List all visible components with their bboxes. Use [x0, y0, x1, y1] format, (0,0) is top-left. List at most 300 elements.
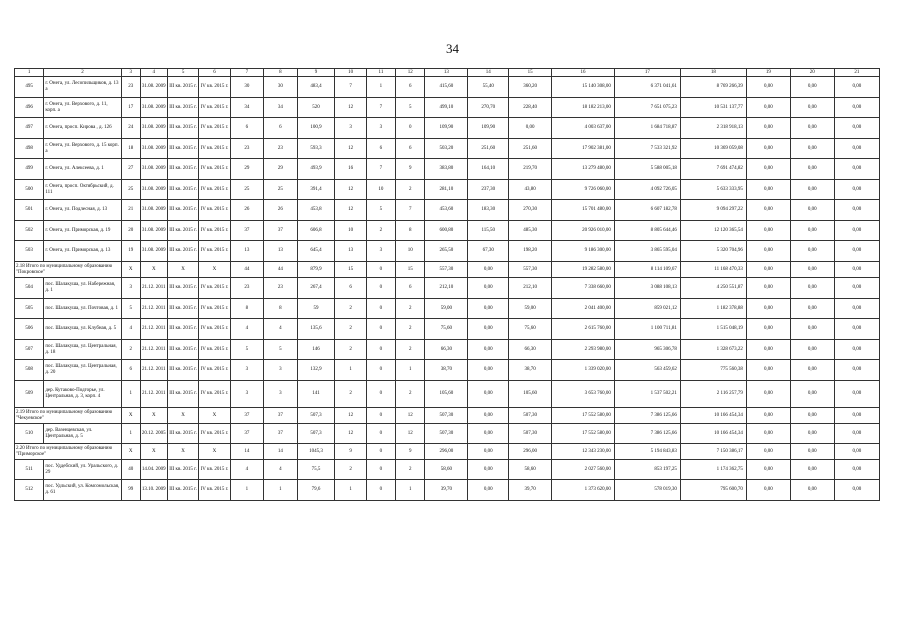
table-cell: IV кв. 2015 г. — [199, 480, 230, 501]
table-cell: 6 — [366, 139, 395, 159]
table-row — [15, 381, 880, 408]
table-cell: 18 — [121, 139, 140, 159]
table-cell: 31.08. 2009 — [140, 221, 167, 241]
table-cell: 8 — [264, 299, 298, 319]
table-cell: 15 140 308,00 — [552, 77, 615, 98]
table-cell: пос. Шалакуша, ул. Почтовая, д. 1 — [44, 299, 121, 319]
table-cell: 12 — [396, 424, 425, 444]
table-cell: 296,00 — [425, 444, 468, 460]
table-cell: 507,30 — [425, 424, 468, 444]
table-cell: 17 902 381,00 — [552, 139, 615, 159]
table-cell: 13 279 480,00 — [552, 159, 615, 180]
table-cell: 859 021,12 — [614, 299, 680, 319]
table-cell: г. Онега, ул. Подлесная, д. 13 — [44, 200, 121, 221]
table-cell: 34 — [264, 98, 298, 118]
table-cell: 1045,3 — [297, 444, 335, 460]
table-cell: 270,70 — [468, 98, 509, 118]
housing-table — [14, 68, 880, 501]
table-cell: 7 — [366, 98, 395, 118]
table-cell: 4 — [264, 460, 298, 480]
table-cell: 2 027 560,00 — [552, 460, 615, 480]
table-cell: X — [140, 444, 167, 460]
table-cell: 0,00 — [834, 118, 879, 139]
table-cell: 507,30 — [509, 424, 552, 444]
table-cell: 75,60 — [509, 319, 552, 340]
table-cell: 0,00 — [468, 360, 509, 381]
table-cell: 38,70 — [425, 360, 468, 381]
table-cell: 493,9 — [297, 159, 335, 180]
table-cell: 0,00 — [790, 460, 834, 480]
table-row — [15, 278, 880, 299]
table-cell: 164,10 — [468, 159, 509, 180]
table-cell: 3 — [366, 241, 395, 262]
table-cell: 0 — [366, 460, 395, 480]
table-cell: IV кв. 2015 г. — [199, 340, 230, 360]
table-cell: 0 — [366, 408, 395, 424]
table-cell: 0,00 — [790, 200, 834, 221]
table-cell: 75,5 — [297, 460, 335, 480]
table-cell: 509 — [15, 381, 44, 408]
table-cell: дер. Кутаково-Подгорье, ул. Центральная, д. 3, корп. 4 — [44, 381, 121, 408]
table-cell: 495 — [15, 77, 44, 98]
table-cell: 1 — [121, 424, 140, 444]
table-cell: 15 — [335, 262, 366, 278]
table-cell: 9 — [396, 444, 425, 460]
table-cell: 8 — [396, 221, 425, 241]
table-cell: IV кв. 2015 г. — [199, 139, 230, 159]
subtotal-label: 2.19 Итого по муниципальному образованию "Чекуевское" — [15, 408, 122, 424]
table-cell: III кв. 2015 г. — [167, 424, 198, 444]
table-cell: г. Онега, ул. Верхового, д. 15 корп. а — [44, 139, 121, 159]
table-cell: 0 — [366, 424, 395, 444]
header-cell: 12 — [396, 69, 425, 77]
table-cell: 6 — [396, 139, 425, 159]
table-cell: 267,4 — [297, 278, 335, 299]
table-cell: 1 537 502,21 — [614, 381, 680, 408]
table-cell: 1 684 718,87 — [614, 118, 680, 139]
table-cell: 0,00 — [746, 460, 790, 480]
table-cell: X — [199, 444, 230, 460]
table-row — [15, 319, 880, 340]
table-cell: 499,10 — [425, 98, 468, 118]
table-cell: X — [121, 408, 140, 424]
table-cell: пос. Уддебский, ул. Уральского, д. 29 — [44, 460, 121, 480]
table-cell: 7 691 474,82 — [680, 159, 746, 180]
table-cell: 15 — [396, 262, 425, 278]
table-cell: 31.08. 2009 — [140, 180, 167, 200]
table-cell: 9 — [396, 159, 425, 180]
table-cell: 4 092 726,05 — [614, 180, 680, 200]
table-cell: 31.08. 2009 — [140, 77, 167, 98]
table-cell: 1 — [230, 480, 264, 501]
table-cell: 13 — [264, 241, 298, 262]
table-cell: 7 338 660,00 — [552, 278, 615, 299]
table-cell: 2 — [121, 340, 140, 360]
table-cell: III кв. 2015 г. — [167, 340, 198, 360]
table-cell: 8 769 266,39 — [680, 77, 746, 98]
table-cell: 59,00 — [509, 299, 552, 319]
table-cell: 115,50 — [468, 221, 509, 241]
table-cell: 105,60 — [425, 381, 468, 408]
table-cell: 109,90 — [468, 118, 509, 139]
table-cell: 2 — [396, 299, 425, 319]
table-cell: 37 — [264, 221, 298, 241]
table-cell: 44 — [264, 262, 298, 278]
table-row — [15, 200, 880, 221]
table-cell: 4 — [264, 319, 298, 340]
header-cell: 18 — [680, 69, 746, 77]
table-cell: III кв. 2015 г. — [167, 159, 198, 180]
table-cell: 0,00 — [746, 118, 790, 139]
header-cell: 16 — [552, 69, 615, 77]
table-cell: 1 182 378,88 — [680, 299, 746, 319]
subtotal-row — [15, 408, 880, 424]
table-cell: 281,10 — [425, 180, 468, 200]
table-cell: III кв. 2015 г. — [167, 360, 198, 381]
table-cell: 6 — [230, 118, 264, 139]
table-cell: III кв. 2015 г. — [167, 241, 198, 262]
table-row — [15, 180, 880, 200]
table-cell: IV кв. 2015 г. — [199, 159, 230, 180]
table-cell: 9 726 060,00 — [552, 180, 615, 200]
table-cell: 265,50 — [425, 241, 468, 262]
table-cell: 2 — [335, 340, 366, 360]
table-cell: III кв. 2015 г. — [167, 460, 198, 480]
table-cell: 237,30 — [468, 180, 509, 200]
table-row — [15, 118, 880, 139]
table-cell: 12 — [396, 408, 425, 424]
table-cell: 0,00 — [790, 241, 834, 262]
table-cell: 0 — [366, 299, 395, 319]
table-cell: 4 — [230, 319, 264, 340]
table-cell: 9 094 297,22 — [680, 200, 746, 221]
table-cell: 6 — [396, 77, 425, 98]
header-cell: 5 — [167, 69, 198, 77]
table-cell: 100,9 — [297, 118, 335, 139]
header-cell: 2 — [44, 69, 121, 77]
table-cell: III кв. 2015 г. — [167, 180, 198, 200]
table-cell: 0,00 — [468, 444, 509, 460]
table-row — [15, 299, 880, 319]
table-cell: 1 — [264, 480, 298, 501]
table-cell: 198,20 — [509, 241, 552, 262]
table-cell: 360,20 — [509, 77, 552, 98]
table-cell: 0,00 — [790, 98, 834, 118]
table-cell: X — [121, 444, 140, 460]
table-cell: 13.10. 2009 — [140, 480, 167, 501]
table-cell: 0,00 — [834, 408, 879, 424]
table-cell: 600,80 — [425, 221, 468, 241]
table-cell: 13 — [335, 241, 366, 262]
table-cell: 0,00 — [746, 98, 790, 118]
table-cell: X — [140, 262, 167, 278]
table-cell: 29 — [264, 159, 298, 180]
table-cell: 59 — [297, 299, 335, 319]
table-cell: 0,00 — [468, 408, 509, 424]
table-cell: 507 — [15, 340, 44, 360]
table-body — [15, 69, 880, 501]
table-row — [15, 480, 880, 501]
table-cell: 23 — [230, 278, 264, 299]
table-cell: 10 369 059,08 — [680, 139, 746, 159]
table-cell: 0,00 — [746, 319, 790, 340]
table-cell: 21.12. 2011 — [140, 340, 167, 360]
table-cell: 141 — [297, 381, 335, 408]
table-cell: 79,6 — [297, 480, 335, 501]
table-cell: IV кв. 2015 г. — [199, 77, 230, 98]
table-cell: 503,20 — [425, 139, 468, 159]
table-cell: 132,9 — [297, 360, 335, 381]
table-cell: 23 — [121, 77, 140, 98]
table-cell: 7 386 125,66 — [614, 424, 680, 444]
header-cell: 21 — [834, 69, 879, 77]
table-cell: 31.08. 2009 — [140, 241, 167, 262]
table-cell: 0,00 — [834, 77, 879, 98]
table-cell: 228,40 — [509, 98, 552, 118]
table-cell: 59,00 — [425, 299, 468, 319]
table-cell: 5 — [264, 340, 298, 360]
table-cell: 12 — [335, 424, 366, 444]
table-cell: 13 — [230, 241, 264, 262]
table-cell: 606,8 — [297, 221, 335, 241]
table-cell: III кв. 2015 г. — [167, 98, 198, 118]
table-cell: 58,60 — [509, 460, 552, 480]
table-cell: 511 — [15, 460, 44, 480]
header-cell: 15 — [509, 69, 552, 77]
table-cell: III кв. 2015 г. — [167, 381, 198, 408]
table-cell: 0,00 — [790, 139, 834, 159]
table-cell: 0,00 — [468, 381, 509, 408]
table-cell: 499 — [15, 159, 44, 180]
table-cell: IV кв. 2015 г. — [199, 424, 230, 444]
table-cell: 296,00 — [509, 444, 552, 460]
table-cell: 17 552 580,00 — [552, 424, 615, 444]
table-cell: X — [140, 408, 167, 424]
table-cell: 2 — [366, 221, 395, 241]
table-cell: 2 318 918,13 — [680, 118, 746, 139]
table-cell: 0,00 — [746, 200, 790, 221]
table-cell: 23 — [264, 278, 298, 299]
table-cell: 0,00 — [468, 424, 509, 444]
table-cell: 2 293 980,00 — [552, 340, 615, 360]
table-cell: 3 — [264, 360, 298, 381]
table-cell: 485,30 — [509, 221, 552, 241]
table-cell: 12 120 365,54 — [680, 221, 746, 241]
table-cell: 453,8 — [297, 200, 335, 221]
table-cell: 7 — [396, 200, 425, 221]
table-cell: 5 588 005,18 — [614, 159, 680, 180]
table-cell: 0,00 — [746, 444, 790, 460]
table-row — [15, 159, 880, 180]
table-cell: 504 — [15, 278, 44, 299]
table-cell: 2 — [335, 460, 366, 480]
table-cell: 4 003 637,00 — [552, 118, 615, 139]
table-cell: 10 — [366, 180, 395, 200]
table-cell: пос. Удльский, ул. Комсомольская, д. 61 — [44, 480, 121, 501]
header-cell: 14 — [468, 69, 509, 77]
table-cell: 0,00 — [834, 200, 879, 221]
table-cell: 415,60 — [425, 77, 468, 98]
table-cell: 12 343 230,00 — [552, 444, 615, 460]
table-cell: 0,00 — [790, 299, 834, 319]
table-cell: III кв. 2015 г. — [167, 200, 198, 221]
table-cell: 30 — [230, 77, 264, 98]
table-cell: 2 — [396, 340, 425, 360]
table-cell: 9 186 300,00 — [552, 241, 615, 262]
table-cell: 6 — [121, 360, 140, 381]
table-cell: 512 — [15, 480, 44, 501]
table-cell: III кв. 2015 г. — [167, 480, 198, 501]
table-cell: 183,30 — [468, 200, 509, 221]
table-cell: 0,00 — [468, 262, 509, 278]
table-cell: 10 531 137,77 — [680, 98, 746, 118]
table-cell: IV кв. 2015 г. — [199, 319, 230, 340]
table-cell: III кв. 2015 г. — [167, 77, 198, 98]
table-cell: 505 — [15, 299, 44, 319]
table-cell: 0 — [366, 360, 395, 381]
table-cell: пос. Шалакуша, ул. Центральная, д. 18 — [44, 340, 121, 360]
table-cell: 2 — [335, 319, 366, 340]
table-cell: 5 — [230, 340, 264, 360]
table-cell: 0,00 — [834, 444, 879, 460]
header-cell: 13 — [425, 69, 468, 77]
table-cell: 135,6 — [297, 319, 335, 340]
table-cell: 14 — [264, 444, 298, 460]
table-cell: 12 — [335, 200, 366, 221]
table-row — [15, 221, 880, 241]
table-cell: 0,00 — [834, 319, 879, 340]
table-cell: 20.12. 2005 — [140, 424, 167, 444]
table-cell: 8 114 109,67 — [614, 262, 680, 278]
table-cell: 507,30 — [509, 408, 552, 424]
table-cell: 0 — [396, 118, 425, 139]
table-cell: 7 150 386,17 — [680, 444, 746, 460]
table-cell: г. Онега, просп. Октябрьский, д. 111 — [44, 180, 121, 200]
table-cell: 39,70 — [509, 480, 552, 501]
table-cell: 498 — [15, 139, 44, 159]
table-cell: 0,00 — [834, 360, 879, 381]
table-cell: 212,10 — [425, 278, 468, 299]
table-cell: 0,00 — [746, 77, 790, 98]
table-cell: 0,00 — [746, 360, 790, 381]
table-cell: 1 — [396, 360, 425, 381]
table-cell: 0,00 — [468, 460, 509, 480]
table-cell: 25 — [121, 180, 140, 200]
table-cell: IV кв. 2015 г. — [199, 278, 230, 299]
table-cell: 2 — [335, 299, 366, 319]
table-cell: 383,80 — [425, 159, 468, 180]
table-cell: 0,00 — [834, 159, 879, 180]
table-cell: 5 — [396, 98, 425, 118]
table-cell: 578 019,30 — [614, 480, 680, 501]
table-cell: 3 865 595,04 — [614, 241, 680, 262]
table-cell: 0,00 — [834, 262, 879, 278]
table-cell: 10 166 454,34 — [680, 424, 746, 444]
table-cell: 10 166 454,34 — [680, 408, 746, 424]
subtotal-row — [15, 444, 880, 460]
table-cell: 0,00 — [468, 480, 509, 501]
table-cell: 0,00 — [790, 444, 834, 460]
table-cell: 0,00 — [834, 460, 879, 480]
table-cell: 31.08. 2009 — [140, 98, 167, 118]
table-cell: IV кв. 2015 г. — [199, 221, 230, 241]
table-cell: 5 — [121, 299, 140, 319]
table-cell: 21.12. 2011 — [140, 360, 167, 381]
table-cell: 775 560,38 — [680, 360, 746, 381]
table-cell: 6 — [335, 278, 366, 299]
table-cell: 6 371 041,61 — [614, 77, 680, 98]
table-cell: г. Онега, ул. Верхового, д. 11, корп. а — [44, 98, 121, 118]
table-cell: 3 — [264, 381, 298, 408]
table-cell: 37 — [264, 424, 298, 444]
table-cell: 19 282 580,00 — [552, 262, 615, 278]
table-cell: IV кв. 2015 г. — [199, 180, 230, 200]
table-cell: X — [199, 262, 230, 278]
table-cell: 6 — [264, 118, 298, 139]
table-cell: 109,90 — [425, 118, 468, 139]
table-cell: 219,70 — [509, 159, 552, 180]
table-cell: 12 — [335, 139, 366, 159]
table-cell: 21.12. 2011 — [140, 299, 167, 319]
table-cell: 26 — [264, 200, 298, 221]
table-cell: X — [199, 408, 230, 424]
table-cell: 0 — [366, 444, 395, 460]
table-cell: 9 — [335, 444, 366, 460]
table-cell: 0,00 — [468, 340, 509, 360]
table-cell: 66,30 — [509, 340, 552, 360]
table-cell: 1 373 620,00 — [552, 480, 615, 501]
table-cell: 0,00 — [834, 180, 879, 200]
table-cell: 270,30 — [509, 200, 552, 221]
table-cell: III кв. 2015 г. — [167, 221, 198, 241]
table-cell: 105,60 — [509, 381, 552, 408]
table-cell: 31.08. 2009 — [140, 139, 167, 159]
table-cell: 510 — [15, 424, 44, 444]
table-cell: 0,00 — [746, 424, 790, 444]
table-cell: 2 — [396, 381, 425, 408]
table-cell: 0,00 — [834, 381, 879, 408]
table-cell: 25 — [230, 180, 264, 200]
table-cell: 557,30 — [509, 262, 552, 278]
table-cell: 3 — [335, 118, 366, 139]
table-cell: 30 — [264, 77, 298, 98]
table-cell: 146 — [297, 340, 335, 360]
table-cell: III кв. 2015 г. — [167, 299, 198, 319]
table-cell: 10 — [396, 241, 425, 262]
table-cell: 0,00 — [790, 360, 834, 381]
table-cell: 55,40 — [468, 77, 509, 98]
table-cell: 0,00 — [790, 424, 834, 444]
table-cell: 795 600,70 — [680, 480, 746, 501]
table-cell: 0,00 — [790, 340, 834, 360]
table-row — [15, 360, 880, 381]
table-cell: 0 — [366, 262, 395, 278]
table-cell: 0,00 — [834, 241, 879, 262]
table-cell: 1 — [335, 360, 366, 381]
table-cell: III кв. 2015 г. — [167, 319, 198, 340]
table-cell: 0,00 — [746, 480, 790, 501]
table-cell: 0,00 — [468, 319, 509, 340]
table-row — [15, 460, 880, 480]
table-cell: 0,00 — [834, 340, 879, 360]
table-cell: 0 — [366, 480, 395, 501]
table-cell: IV кв. 2015 г. — [199, 241, 230, 262]
table-cell: 12 — [335, 408, 366, 424]
table-cell: 58,60 — [425, 460, 468, 480]
table-cell: 3 — [230, 381, 264, 408]
table-cell: 3 — [366, 118, 395, 139]
table-cell: 3 653 760,00 — [552, 381, 615, 408]
